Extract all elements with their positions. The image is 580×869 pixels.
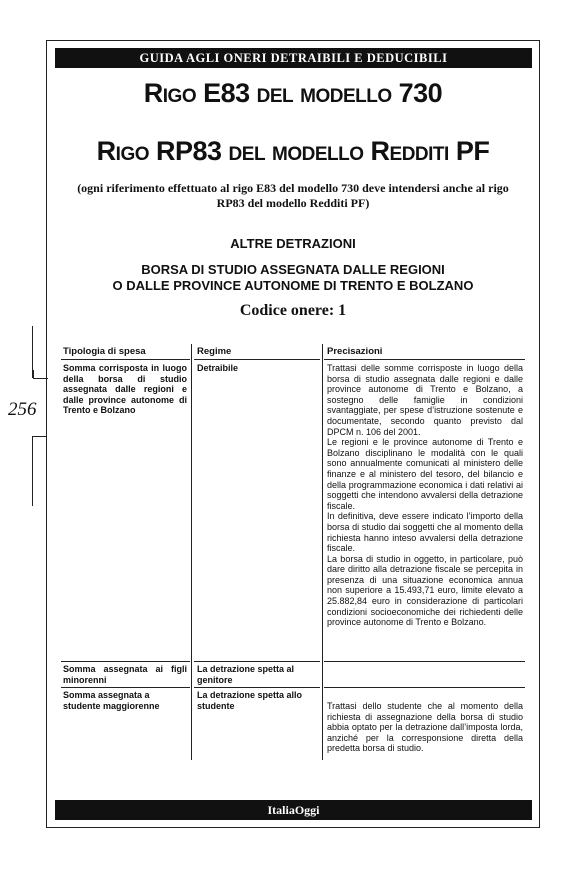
column-header-regime: Regime (197, 346, 232, 357)
reference-note: (ogni riferimento effettuato al rigo E83 del modello 730 deve intendersi anche al rigo RP83 del modello Redditi PF) (77, 181, 509, 210)
table-row-3-tipologia: Somma assegnata a studente maggiorenne (63, 690, 160, 711)
title-line-1: Rigo E83 del modello 730 (143, 78, 443, 108)
code-label: Codice onere: 1 (239, 302, 347, 319)
table-row-1-regime: Detraibile (197, 363, 239, 373)
row-separator-1b (194, 661, 320, 662)
subtitle-line-1: BORSA DI STUDIO ASSEGNATA DALLE REGIONI (141, 262, 445, 277)
table-row-2-tipologia: Somma assegnata ai figli minorenni (63, 664, 187, 685)
subtitle-line-2: O DALLE PROVINCE AUTONOME DI TRENTO E BOLZANO (112, 278, 474, 293)
precisazione-paragraph: La borsa di studio in oggetto, in particolare, può dare diritto alla detrazione fiscale se percepita in presenza di una situazione economica annua non superiore a 15.493,71 euro, limite elevato a 25.882,84 euro in considerazione di particolari condizioni socioeconomiche dei richiedenti delle province autonome di Trento e Bolzano. (327, 553, 523, 628)
column-divider-2 (322, 344, 323, 760)
page-number: 256 (8, 399, 37, 420)
header-underline-1 (61, 359, 190, 360)
row-separator-1a (61, 661, 190, 662)
header-underline-2 (194, 359, 320, 360)
column-header-tipologia: Tipologia di spesa (63, 346, 146, 357)
header-underline-3 (324, 359, 525, 360)
title-line-2: Rigo RP83 del modello Redditi PF (96, 136, 490, 166)
row-separator-2c (324, 687, 525, 688)
margin-bracket-top-foot (33, 370, 48, 379)
table-row-3-precisazioni (327, 701, 523, 754)
table-row-1-tipologia: Somma corrisposta in luogo della borsa di studio assegnata dalle regioni e dalle province autonome di Trento e Bolzano (63, 363, 187, 416)
table-row-3-regime: La detrazione spetta allo studente (197, 690, 303, 711)
column-header-precisazioni: Precisazioni (327, 346, 383, 357)
table-row-1-precisazioni (327, 363, 523, 628)
header-bar: GUIDA AGLI ONERI DETRAIBILI E DEDUCIBILI (55, 48, 532, 68)
column-divider-1 (191, 344, 192, 760)
precisazione-paragraph: Le regioni e le province autonome di Trento e Bolzano disciplinano le modalità con le quali sono annualmente comunicati al ministero delle finanze e al ministero del tesoro, del bilancio e della programmazione economica i dati relativi ai soggetti che intendono avvalersi della detrazione fiscale. (327, 437, 523, 511)
margin-bracket-bottom (32, 436, 33, 506)
subtitle (46, 262, 540, 294)
row-separator-2a (61, 687, 190, 688)
precisazione-paragraph: In definitiva, deve essere indicato l’importo della borsa di studio dai soggetti che al momento della richiesta hanno inteso avvalersi della detrazione fiscale. (327, 511, 523, 554)
margin-bracket-bottom-foot (32, 436, 46, 437)
row-separator-2b (194, 687, 320, 688)
precisazione-paragraph: Trattasi dello studente che al momento della richiesta di assegnazione della borsa di studio abbia optato per la detrazione dall’imposta lorda, anziché per la corresponsione diretta della predetta borsa di studio. (327, 701, 523, 754)
footer-brand: ItaliaOggi (55, 800, 532, 820)
row-separator-1c (324, 661, 525, 662)
precisazione-paragraph: Trattasi delle somme corrisposte in luogo della borsa di studio assegnata dalle regioni e dalle province autonome di Trento e Bolzano, a sostegno delle famiglie in condizioni svantaggiate, per spese d’istruzione sostenute e documentate, secondo quanto previsto dal DPCM n. 106 del 2001. (327, 363, 523, 437)
section-title: ALTRE DETRAZIONI (230, 236, 356, 251)
table-row-2-regime: La detrazione spetta al genitore (197, 664, 295, 685)
